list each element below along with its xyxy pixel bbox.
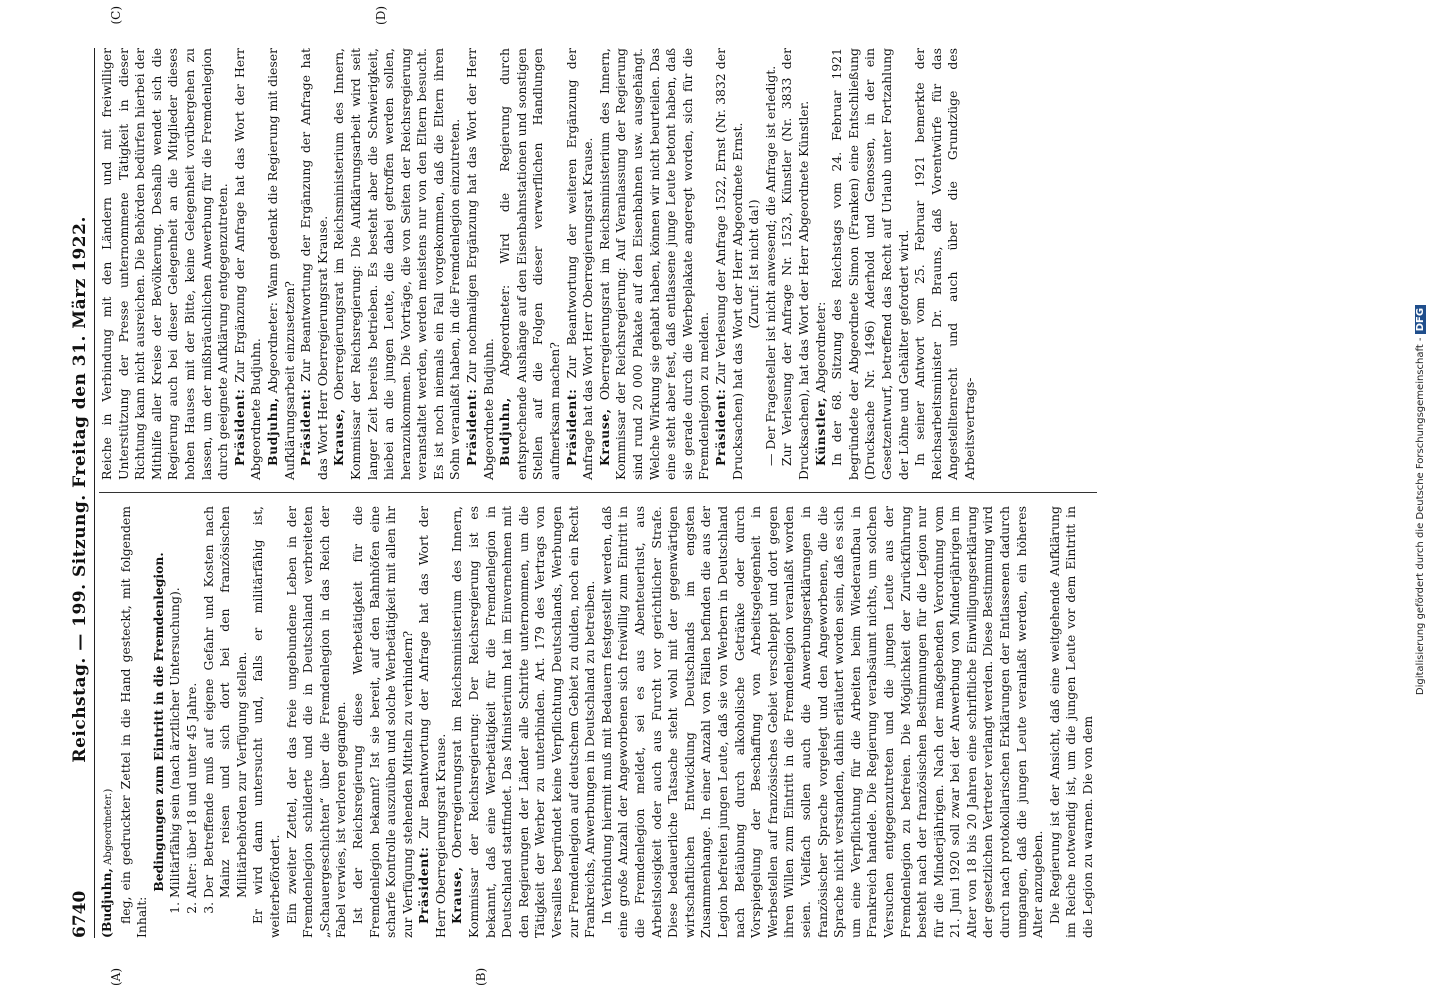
paragraph: Er wird dann untersucht und, falls er militärfähig ist, weiterbefördert. (250, 506, 282, 938)
paragraph: Budjuhn, Abgeordneter: Wird die Regierung durch entsprechende Aushänge auf den Eisenbahnstationen und sonstigen Stellen auf die Folgen dieser verwerflichen Handlungen aufmerksam machen? (497, 48, 563, 480)
paragraph: (Budjuhn, Abgeordneter.) (99, 788, 114, 938)
paragraph: Krause, Oberregierungsrat im Reichsministerium des Innern, Kommissar der Reichsregierung: Auf Veranlassung der Regierung sind rund 20 000 Plakate auf den Eisenbahnen usw. ausgehängt. Welche Wirkung sie gehabt haben, können wir nicht beurteilen. Das eine steht aber fest, daß entlassene junge Leute betont haben, daß sie gerade durch die Werbeplakate angeregt worden, sich für die Fremdenlegion zu melden. (596, 48, 712, 480)
speaker: Präsident: (298, 388, 314, 466)
speaker: Krause, (331, 408, 347, 466)
paragraph: In der 68. Sitzung des Reichstags vom 24. Februar 1921 begründete der Abgeordnete Simon (Franken) eine Entschließung (Drucksache Nr. 1496) Aderhold und Genossen, in der ein Gesetzentwurf, betreffend das Recht auf Urlaub unter Fortzahlung der Löhne und Gehälter gefordert wird. (829, 48, 911, 480)
paragraph: Präsident: Zur Beantwortung der Ergänzung der Anfrage hat das Wort Herr Oberregierungsrat Krause. (298, 48, 330, 480)
right-column (99, 48, 1097, 480)
text-columns (99, 6, 1097, 986)
list-item: 2. Alter: über 18 und unter 45 Jahre. (184, 506, 201, 898)
paragraph: Krause, Oberregierungsrat im Reichsministerium des Innern, Kommissar der Reichsregierung: Die Aufklärungsarbeit wird seit langer Zeit bereits betrieben. Es besteht aber die Schwierigkeit, hiebei an die jungen Leute, die dabei getroffen werden sollen, heranzukommen. Die Vorträge, die von Seiten der Reichsregierung veranstaltet werden, werden meistens nur von den Eltern besucht. Es ist noch niemals ein Fall vorgekommen, daß die Eltern ihren Sohn veranlaßt haben, in die Fremdenlegion einzutreten. (331, 48, 463, 480)
paragraph: Präsident: Zur Beantwortung der weiteren Ergänzung der Anfrage hat das Wort Herr Oberregierungsrat Krause. (563, 48, 596, 480)
list-item: 3. Der Betreffende muß auf eigene Gefahr und Kosten nach Mainz reisen und sich dort bei den französischen Militärbehörden zur Verfügung stellen. (201, 506, 251, 898)
paragraph: Krause, Oberregierungsrat im Reichsministerium des Innern, Kommissar der Reichsregierung: Der Reichsregierung ist es bekannt, daß eine Werbetätigkeit für die Fremdenlegion in Deutschland stattfindet. Das Ministerium hat im Einvernehmen mit den Regierungen der Länder alle Schritte unternommen, um die Tätigkeit der Werber zu unterbinden. Art. 179 des Vertrags von Versailles begründet keine Verpflichtung Deutschlands, Werbungen zur Fremdenlegion auf deutschem Gebiet zu dulden, noch ein Recht Frankreichs, Anwerbungen in Deutschland zu betreiben. (449, 506, 598, 938)
page-title: Reichstag. — 199. Sitzung. Freitag den 31. März 1922. (70, 216, 90, 763)
paragraph: Die Regierung ist der Ansicht, daß eine weitgehende Aufklärung im Reiche notwendig ist, um die jungen Leute vor dem Eintritt in die Legion zu warnen. Die von dem (1046, 506, 1096, 938)
paragraph: Präsident: Zur Verlesung der Anfrage 1522, Ernst (Nr. 3832 der Drucksachen) hat das Wort der Herr Abgeordnete Ernst. (712, 48, 745, 480)
speaker: Krause, (449, 866, 465, 924)
paragraph: Präsident: Zur Beantwortung der Anfrage hat das Wort der Herr Oberregierungsrat Krause. (416, 506, 448, 938)
page-header (70, 48, 95, 938)
speaker: Budjuhn, (497, 397, 513, 466)
interjection: (Zuruf: Ist nicht da!) (746, 199, 762, 329)
margin-mark-a: (A) (109, 967, 123, 986)
margin-mark-c: (C) (109, 6, 123, 25)
conditions-list (167, 506, 250, 938)
paragraph: Reiche in Verbindung mit den Ländern und mit freiwilliger Unterstützung der Presse unternommene Tätigkeit in dieser Richtung kann nicht ausreichen. Die Behörden bedürfen hierbei der Mithilfe aller Kreise der Bevölkerung. Deshalb wendet sich die Regierung auch bei dieser Gelegenheit an die Mitglieder dieses hohen Hauses mit der Bitte, keine Gelegenheit vorübergehen zu lassen, um der mißbräuchlichen Anwerbung für die Fremdenlegion durch geeignete Aufklärung entgegenzutreten. (99, 48, 231, 480)
paragraph: Ein zweiter Zettel, der das freie ungebundene Leben in der Fremdenlegion schilderte und die in Deutschland verbreiteten „Schauergeschichten“ über die Fremdenlegion in das Reich der Fabel verwies, ist verloren gegangen. (283, 506, 349, 938)
conditions-title: Bedingungen zum Eintritt in die Fremdenlegion. (150, 552, 166, 892)
margin-mark-d: (D) (374, 6, 388, 25)
speaker: Präsident: (712, 388, 728, 466)
paragraph: In Verbindung hiermit muß mit Bedauern festgestellt werden, daß eine große Anzahl der Angeworbenen sich freiwillig zum Eintritt in die Fremdenlegion meldet, sei es aus Abenteuerlust, aus Arbeitslosigkeit oder auch aus Furcht vor gerichtlicher Strafe. Diese bedauerliche Tatsache steht wohl mit der gegenwärtigen wirtschaftlichen Entwicklung Deutschlands im engsten Zusammenhange. In einer Anzahl von Fällen befinden die aus der Legion befreiten jungen Leute, daß sie von Werbern in Deutschland nach Betäubung durch alkoholische Getränke oder durch Vorspiegelung der Beschaffung von Arbeitsgelegenheit in Werbestellen auf französisches Gebiet verschleppt und dort gegen ihren Willen zum Eintritt in die Fremdenlegion veranlaßt worden seien. Vielfach sollen auch die Anwerbungserklärungen in französischer Sprache vorgelegt und den Angeworbenen, die die Sprache nicht verstanden, dahin erläutert worden sein, daß es sich um eine Verpflichtung für die Arbeiten beim Wiederaufbau in Frankreich handele. Die Regierung verabsäumt nichts, um solchen Versuchen entgegenzutreten und die jungen Leute aus der Fremdenlegion zu befreien. Die Möglichkeit der Zurückführung besteht nach der französischen Bestimmungen für die Legion nur für die Minderjährigen. Nach der maßgebenden Verordnung vom 21. Juni 1920 soll zwar bei der Anwerbung von Minderjährigen im Alter von 18 bis 20 Jahren eine schriftliche Einwilligungserklärung der gesetzlichen Vertreter verlangt werden. Diese Bestimmung wird durch nach protokollarischen Erklärungen der Entlassenen dadurch umgangen, daß die jungen Leute veranlaßt werden, ein höheres Alter anzugeben. (598, 506, 1046, 938)
paragraph: Zur Verlesung der Anfrage Nr. 1523, Künstler (Nr. 3833 der Drucksachen), hat das Wort der Herr Abgeordnete Künstler. (779, 48, 811, 480)
paragraph: Künstler, Abgeordneter: (812, 301, 828, 466)
page-number: 6740 (70, 890, 90, 938)
speaker: Künstler, (812, 396, 828, 466)
speaker: Präsident: (563, 388, 579, 466)
list-item: 1. Militärfähig sein (nach ärztlicher Untersuchung). (167, 506, 184, 898)
left-column (99, 506, 1097, 938)
speaker: Budjuhn, (264, 397, 280, 466)
paragraph: In seiner Antwort vom 25. Februar 1921 bemerkte der Reichsarbeitsminister Dr. Brauns, daß Vorentwürfe für das Angestelltenrecht und auch über die Grundzüge des Arbeitsvertrags- (912, 48, 977, 480)
digitization-text: Digitalisierung gefördert durch die Deutsche Forschungsgemeinschaft - (1415, 337, 1426, 696)
speaker: Präsident: (416, 846, 432, 924)
paragraph: Präsident: Zur Ergänzung der Anfrage hat das Wort der Herr Abgeordnete Budjuhn. (231, 48, 264, 480)
paragraph: Präsident: Zur nochmaligen Ergänzung hat das Wort der Herr Abgeordnete Budjuhn. (464, 48, 496, 480)
paragraph: fleg, ein gedruckter Zettel in die Hand gesteckt, mit folgendem Inhalt: (117, 506, 150, 938)
digitization-note (1414, 0, 1434, 1000)
speaker: Präsident: (464, 388, 480, 466)
speaker: Krause, (596, 408, 612, 466)
dfg-logo: DFG (1415, 305, 1426, 334)
paragraph: Budjuhn, Abgeordneter: Wann gedenkt die Regierung mit dieser Aufklärungsarbeit einzusetzen? (264, 48, 297, 480)
margin-mark-b: (B) (474, 967, 488, 986)
speaker: Präsident: (231, 388, 247, 466)
paragraph: Ist der Reichsregierung diese Werbetätigkeit für die Fremdenlegion bekannt? Ist sie bereit, auf den Bahnhöfen eine scharfe Kontrolle auszuüben und solche Werbetätigkeit mit allen ihr zur Verfügung stehenden Mitteln zu verhindern? (349, 506, 415, 938)
column-divider (99, 492, 1097, 493)
paragraph: — Der Fragesteller ist nicht anwesend; die Anfrage ist erledigt. (762, 65, 778, 466)
